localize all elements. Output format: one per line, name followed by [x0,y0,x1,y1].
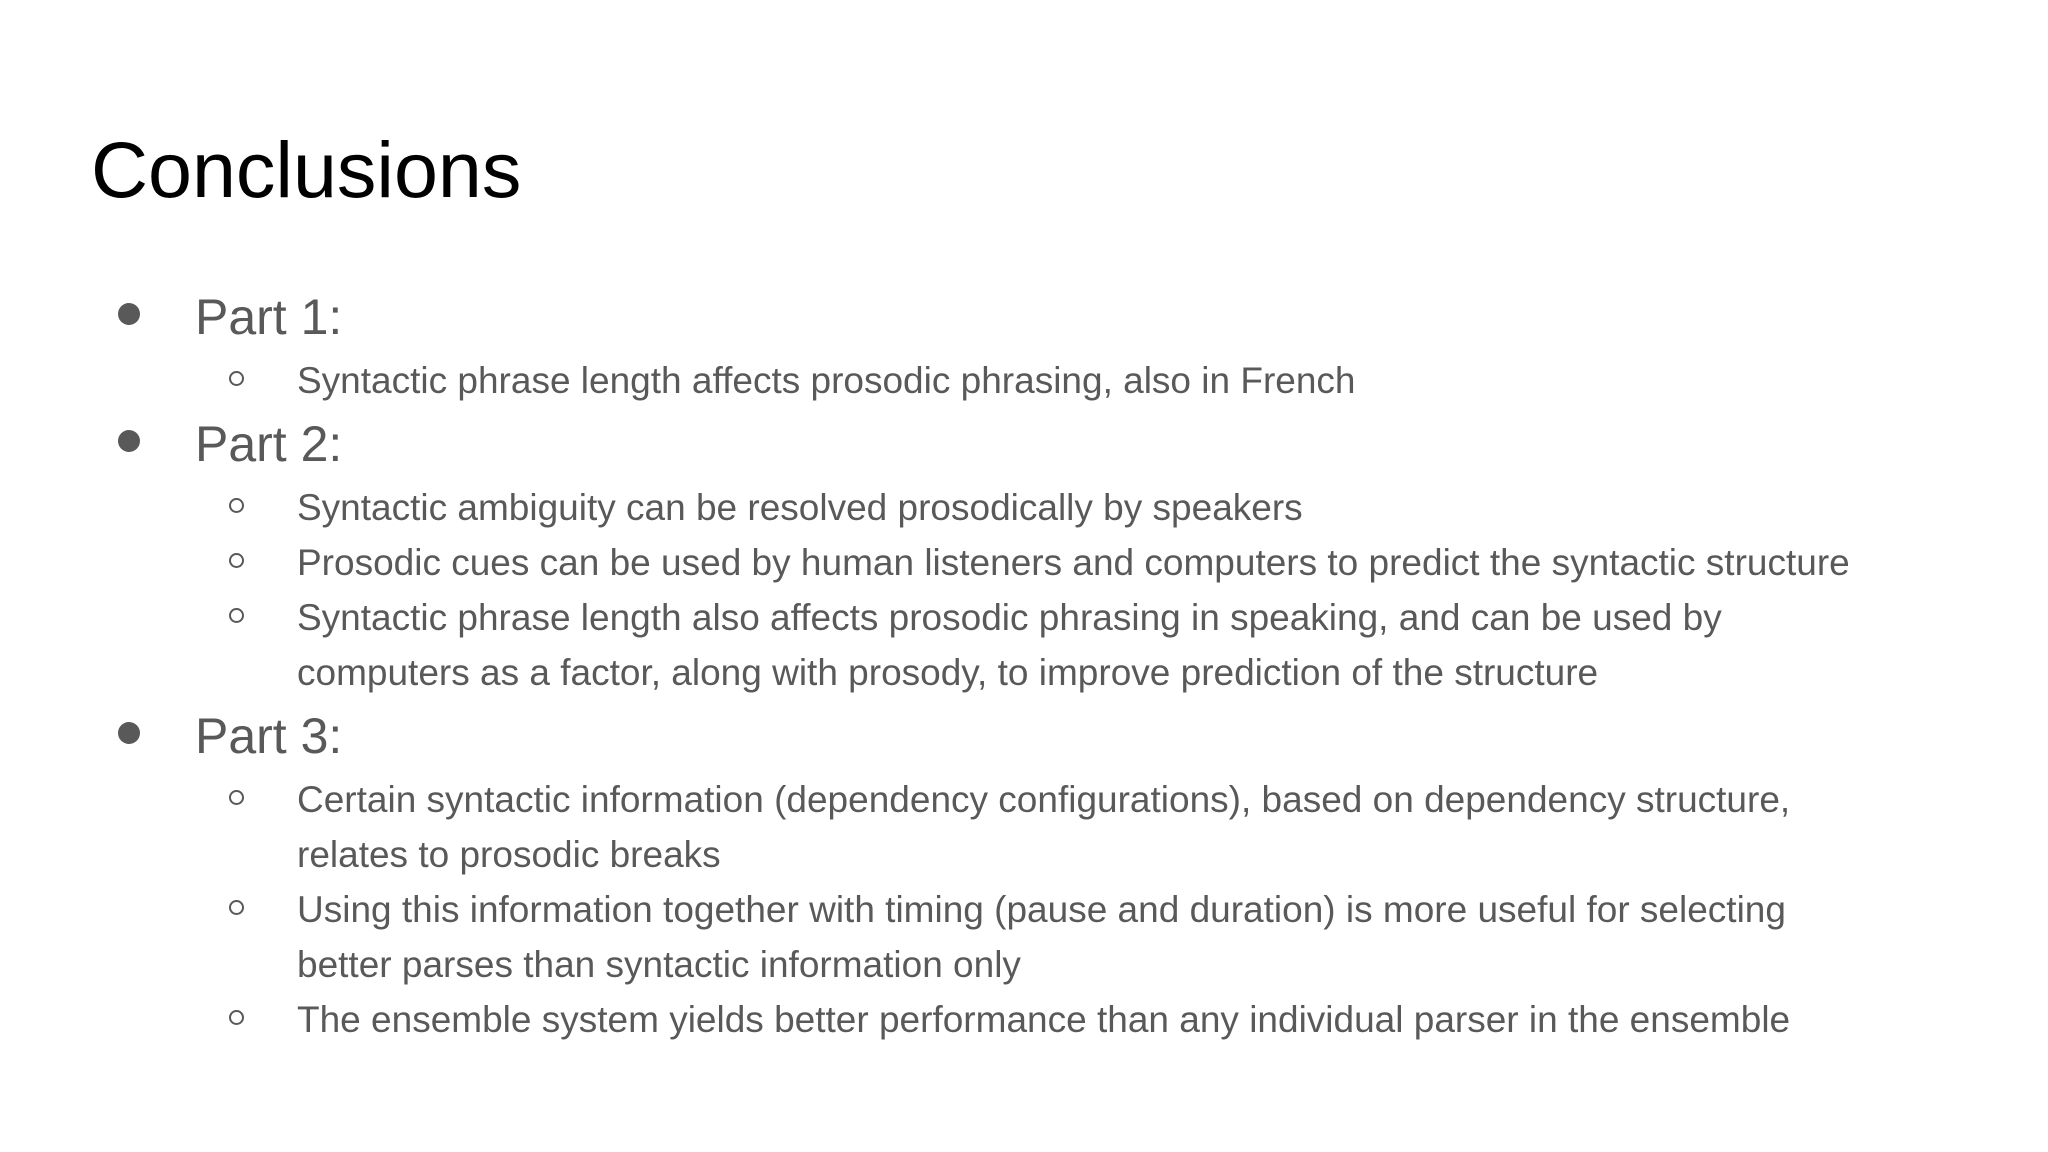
list-item [0,535,2048,590]
section-part-3 [0,700,2048,772]
bullet-list [0,281,2048,1047]
list-item-text: Prosodic cues can be used by human listeners and computers to predict the syntactic structure [297,542,1850,583]
hollow-bullet-icon [229,553,244,568]
section-part-2 [0,408,2048,480]
section-label: Part 2: [195,416,343,472]
list-item-text: Syntactic phrase length affects prosodic phrasing, also in French [297,360,1356,401]
list-item [0,992,2048,1047]
list-item-text: The ensemble system yields better performance than any individual parser in the ensemble [297,999,1791,1040]
list-item [0,353,2048,408]
section-part-1 [0,281,2048,353]
list-item [0,590,2048,700]
hollow-bullet-icon [229,900,244,915]
list-item [0,480,2048,535]
section-label: Part 3: [195,708,343,764]
hollow-bullet-icon [229,790,244,805]
list-item [0,882,2048,992]
hollow-bullet-icon [229,1010,244,1025]
hollow-bullet-icon [229,371,244,386]
list-item-text: Syntactic ambiguity can be resolved prosodically by speakers [297,487,1303,528]
filled-bullet-icon [118,722,140,744]
section-label: Part 1: [195,289,343,345]
hollow-bullet-icon [229,498,244,513]
filled-bullet-icon [118,303,140,325]
slide-title: Conclusions [91,125,522,214]
filled-bullet-icon [118,430,140,452]
list-item-text: Certain syntactic information (dependency configurations), based on dependency structure, relates to prosodic breaks [297,779,1791,875]
list-item-text: Syntactic phrase length also affects prosodic phrasing in speaking, and can be used by computers as a factor, along with prosody, to improve prediction of the structure [297,597,1722,693]
list-item [0,772,2048,882]
hollow-bullet-icon [229,608,244,623]
list-item-text: Using this information together with timing (pause and duration) is more useful for selecting better parses than syntactic information only [297,889,1786,985]
